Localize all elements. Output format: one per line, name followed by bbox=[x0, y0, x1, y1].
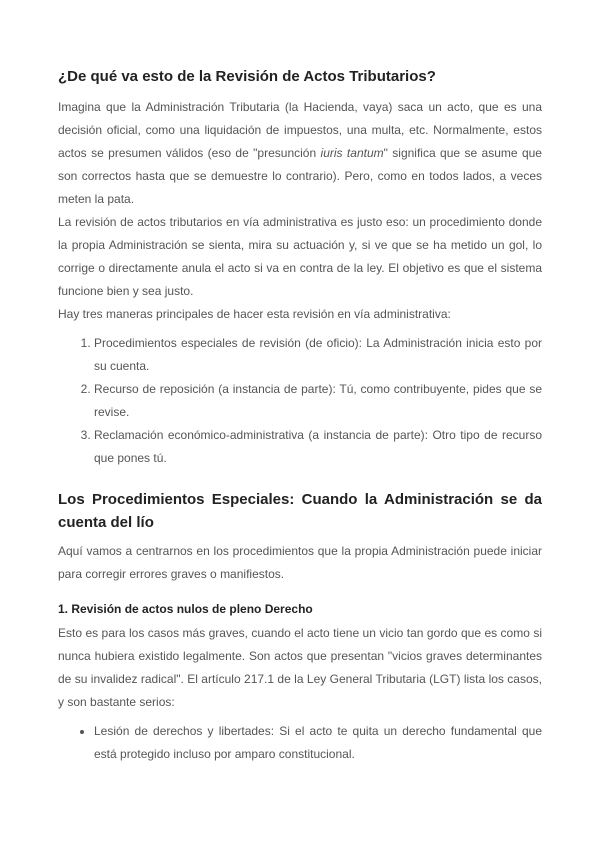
section-title-revision: ¿De qué va esto de la Revisión de Actos Tributarios? bbox=[58, 68, 436, 85]
three-ways-paragraph: Hay tres maneras principales de hacer esta revisión en vía administrativa: bbox=[58, 307, 451, 321]
section-title-procedimientos: Los Procedimientos Especiales: Cuando la Administración se da cuenta del lío bbox=[58, 491, 542, 531]
revision-definition-paragraph: La revisión de actos tributarios en vía administrativa es justo eso: un procedimiento donde la propia Administración se sienta, mira su actuación y, si ve que se ha metido un gol, lo corrige o directamente anula el acto si va en contra de la ley. El objetivo es que el sistema funcione bien y sea justo. bbox=[58, 215, 542, 298]
list-item: 1. Procedimientos especiales de revisión (de oficio): La Administración inicia esto por su cuenta. bbox=[94, 332, 542, 378]
list-item: 3. Reclamación económico-administrativa (a instancia de parte): Otro tipo de recurso que pones tú. bbox=[94, 424, 542, 470]
list-item: 2. Recurso de reposición (a instancia de parte): Tú, como contribuyente, pides que se revise. bbox=[94, 378, 542, 424]
procedimientos-paragraph: Aquí vamos a centrarnos en los procedimientos que la propia Administración puede iniciar para corregir errores graves o manifiestos. bbox=[58, 544, 542, 581]
intro-text-start: Imagina que la Administración Tributaria (la Hacienda, vaya) saca un acto, que es una decisión oficial, como una liquidación de impuestos, una multa, etc. Normalmente, estos actos se presumen válidos (eso de "presunción bbox=[58, 100, 542, 160]
nulos-cases-list bbox=[58, 720, 542, 766]
intro-text-end: " significa que se asume que son correctos hasta que se demuestre lo contrario). Pero, como en todos lados, a veces meten la pata. bbox=[58, 146, 542, 206]
iuris-tantum-term: iuris tantum bbox=[320, 146, 384, 160]
revision-methods-list bbox=[58, 332, 542, 470]
nulos-paragraph: Esto es para los casos más graves, cuando el acto tiene un vicio tan gordo que es como si nunca hubiera existido legalmente. Son actos que presentan "vicios graves determinantes de su invalidez radical". El artículo 217.1 de la Ley General Tributaria (LGT) lista los casos, y son bastante serios: bbox=[58, 626, 542, 709]
subsection-title-nulos: 1. Revisión de actos nulos de pleno Derecho bbox=[58, 602, 313, 616]
list-item: • Lesión de derechos y libertades: Si el acto te quita un derecho fundamental que está protegido incluso por amparo constitucional. bbox=[94, 720, 542, 766]
intro-paragraph bbox=[58, 96, 542, 211]
